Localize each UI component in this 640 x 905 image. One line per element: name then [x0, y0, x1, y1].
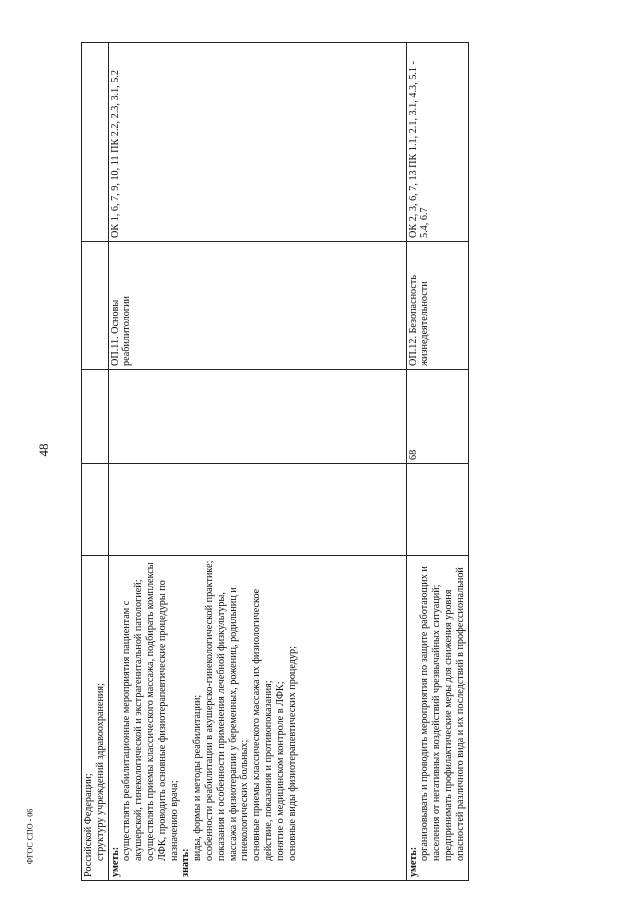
table-row [108, 43, 406, 881]
knowledge-item: виды, формы и методы реабилитации; [192, 694, 204, 861]
umet-label: уметь: [109, 846, 121, 877]
row1-empty-cell [82, 370, 109, 464]
row1-empty-cell [82, 464, 109, 556]
row3-empty-cell [406, 464, 468, 556]
znat-label: знать: [180, 848, 192, 877]
table-row [406, 43, 468, 881]
row2-discipline-cell: ОП.11. Основы реабилитологии [108, 242, 406, 370]
footer-code: ФГОС СПО - 06 [25, 808, 35, 865]
row2-competencies-cell: ОК 1, 6, 7, 9, 10, 11 ПК 2.2, 2.3, 3.1, 5.2 [108, 43, 406, 242]
page-number: 48 [36, 443, 51, 457]
skill-item: организовывать и проводить мероприятия по защите работающих и населения от негативных воздействий чрезвычайных ситуаций; [419, 566, 443, 861]
row2-empty-cell [108, 464, 406, 556]
row2-hours-cell [108, 370, 406, 464]
curriculum-table-rotated [81, 43, 466, 881]
row3-discipline-cell: ОП.12. Безопасность жизнедеятельности [406, 242, 468, 370]
row3-competencies-cell: ОК 2, 3, 6, 7, 13 ПК 1.1, 2.1, 3.1, 4.3, 5.1 - 5.4, 6.7 [406, 43, 468, 242]
skill-item: предпринимать профилактические меры для снижения уровня опасностей различного вида и их последствий в профессиональной [442, 567, 466, 861]
skill-item: осуществлять приемы классического массажа, подбирать комплексы ЛФК, проводить основные физиотерапевтические процедуры по назначению врача; [144, 562, 180, 861]
table-row [82, 43, 109, 881]
knowledge-item: особенности реабилитации в акушерско-гинекологической практике; [203, 560, 215, 861]
knowledge-item: основные виды физиотерапевтических процедур; [286, 646, 298, 861]
umet-label: уметь: [407, 846, 419, 877]
row2-content-cell [108, 556, 406, 881]
curriculum-table-wrapper [81, 43, 466, 881]
row1-line: структуру учреждений здравоохранения; [94, 683, 106, 861]
knowledge-item: основные приемы классического массажа их физиологическое действие, показания и противопоказания; [251, 588, 274, 861]
knowledge-item: показания и особенности применения лечебной физкультуры, массажа и физиотерапии у беременных, рожениц, родильниц и гинекологических больных; [215, 587, 251, 861]
row1-empty-cell [82, 242, 109, 370]
row3-hours-cell: 68 [406, 370, 468, 464]
row3-content-cell [406, 556, 468, 881]
row1-content-cell [82, 556, 109, 881]
curriculum-table [81, 42, 469, 881]
row1-empty-cell [82, 43, 109, 242]
skill-item: осуществлять реабилитационные мероприятия пациентам с акушерской, гинекологической и экстрагенитальной патологией; [121, 579, 145, 861]
row1-line: Российской Федерации; [83, 773, 94, 877]
knowledge-item: понятие о медицинском контроле в ЛФК; [274, 681, 286, 861]
